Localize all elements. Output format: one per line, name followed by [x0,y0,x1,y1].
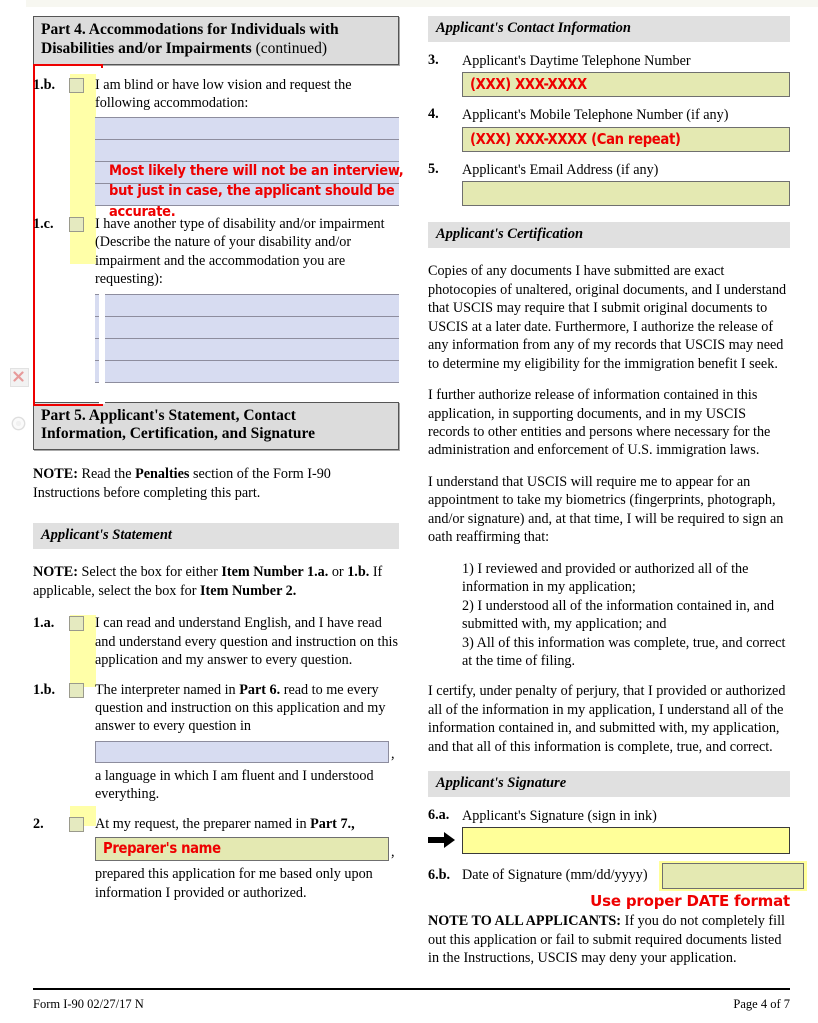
part4-title-line2 [41,40,391,59]
item-5-body [462,161,790,206]
item-2-number: 2. [33,815,44,832]
part5-note-text-before: Read the [77,466,136,483]
applicants-statement-heading: Applicant's Statement [33,523,399,549]
left-gutter [0,0,26,1023]
interpreter-trailer-text: a language in which I am fluent and I understood everything. [95,767,374,803]
item-1b-number: 1.b. [33,76,56,93]
item-4-row [428,106,790,151]
annotation-interview-note [109,161,406,223]
item-p5-1b-bold: Part 6. [239,681,281,698]
part5-note-label: NOTE: [33,466,78,483]
footer-divider [33,988,790,990]
item-1a-number: 1.a. [33,615,55,632]
email-address-input[interactable] [462,181,790,206]
annotation-date-format: Use proper DATE format [590,891,790,910]
item-1b-text: I am blind or have low vision and request the following accommodation: [95,76,352,112]
item-1c-answer-field[interactable] [95,294,399,383]
interpreter-language-input[interactable] [95,741,389,763]
date-field-wrap [662,863,804,889]
item-6a-number: 6.a. [428,807,450,824]
oath-item-2: 2) I understood all of the information contained in, and submitted with, my application; and [462,597,775,633]
applicant-signature-input[interactable] [462,827,790,854]
field-line[interactable] [95,316,399,338]
left-column [33,16,404,902]
mobile-phone-input[interactable] [462,127,790,152]
signature-heading: Applicant's Signature [428,771,790,797]
daytime-phone-value: (XXX) XXX-XXXX [470,75,587,94]
item-1a-text: I can read and understand English, and I have read and understand every question and instruction on this application and my answer to every question. [95,615,399,669]
item-3-row [428,52,790,97]
certification-heading: Applicant's Certification [428,222,790,248]
right-arrow-icon [428,831,456,849]
item-p5-1b-checkbox-wrap[interactable] [69,681,95,698]
right-column [428,16,790,968]
date-of-signature-input[interactable] [662,863,804,889]
certification-paragraph-3: I understand that USCIS will require me to appear for an appointment to take my biometrics (fingerprints, photograph, and/or signature) and, at that time, I will be required to sign an oath reaffirming that: [428,473,784,546]
comma-1: , [391,745,395,762]
mobile-phone-value: (XXX) XXX-XXXX (Can repeat) [470,129,681,148]
comma-2: , [391,844,395,861]
item-1b-checkbox-wrap[interactable] [69,76,95,93]
field-line[interactable] [95,139,399,161]
date-of-signature-label: Date of Signature (mm/dd/yyyy) [462,867,648,884]
signature-field-row [428,827,790,854]
certification-closing: I certify, under penalty of perjury, that I provided or authorized all of the information in my application, I understand all of the information contained in, and submitted with, my application, and that all of this information is complete, true, and correct. [428,683,786,755]
item-1c-row [33,215,399,289]
item-2-checkbox-wrap[interactable] [69,815,95,832]
item-5-label: Applicant's Email Address (if any) [462,161,659,178]
item-6b-number: 6.b. [428,867,451,884]
item-1a-checkbox-wrap[interactable] [69,614,95,631]
item-4-number: 4. [428,106,439,123]
certification-paragraph-1: Copies of any documents I have submitted are exact photocopies of unaltered, original documents, and I understand that USCIS may require that I submit original documents to USCIS at a later date. Furthermore, I authorize the release of any information from any of my records that USCIS may need to determine my eligibility for the immigration benefit I seek. [428,263,787,372]
part4-title-line1: Part 4. Accommodations for Individuals with [41,21,339,38]
oath-item-3: 3) All of this information was complete, true, and correct at the time of filing. [462,634,786,669]
item-1a-row [33,614,399,669]
part4-title-bold: Disabilities and/or Impairments [41,39,252,57]
preparer-trailer-text: prepared this application for me based only upon information I provided or authorized. [95,866,373,901]
item-1a-checkbox[interactable] [69,616,84,631]
daytime-phone-input[interactable] [462,72,790,97]
item-1c-checkbox[interactable] [69,217,84,232]
item-3-number: 3. [428,52,439,68]
item-p5-1b-text [95,681,399,736]
annotation-line-1: Most likely there will not be an interview, [109,162,404,179]
item-2-row [33,815,399,833]
final-note-label: NOTE TO ALL APPLICANTS: [428,913,622,930]
part5-note-bold: Penalties [135,466,190,483]
part5-title-line2: Information, Certification, and Signature [41,425,315,443]
footer-page-number: Page 4 of 7 [733,997,790,1011]
final-note-text: If you do not completely fill out this application or fail to submit required documents listed in the Instructions, USCIS may deny your application. [428,913,785,967]
annotation-line-3: accurate. [109,203,176,220]
item-1c-checkbox-wrap[interactable] [69,215,95,232]
part5-note-text-after: section of the Form I-90 Instructions before completing this part. [33,466,331,501]
statement-note-p1: Select the box for either [77,564,222,581]
preparer-name-value: Preparer's name [103,839,221,858]
part5-note [33,465,399,502]
statement-note-b1: Item Number 1.a. [221,564,329,581]
item-2-text-before: At my request, the preparer named in [95,815,311,832]
item-1b-checkbox[interactable] [69,78,84,93]
comment-marker-icon[interactable] [10,415,27,432]
signature-row [428,807,790,825]
item-p5-1b-row [33,681,399,736]
signature-arrow-wrap [428,831,462,849]
preparer-name-field-group [95,837,399,861]
part4-title-continued: (continued) [251,39,328,57]
statement-note-p3: If applicable, select the box for [33,564,383,599]
item-1c-field-group [95,294,399,383]
part5-header [33,402,399,451]
item-p5-1b-number: 1.b. [33,681,56,698]
part5-title-line1: Part 5. Applicant's Statement, Contact [41,406,296,424]
item-4-body [462,106,790,151]
item-3-label: Applicant's Daytime Telephone Number [462,53,691,69]
interpreter-language-field-group [95,741,399,763]
item-4-label: Applicant's Mobile Telephone Number (if any) [462,107,729,124]
footer-form-id: Form I-90 02/27/17 N [33,997,144,1011]
date-of-signature-row [428,863,790,889]
delete-x-icon[interactable] [10,368,29,387]
item-2-text [95,815,399,833]
field-line[interactable] [95,117,399,139]
item-2-bold: Part 7., [310,815,355,832]
statement-note-label: NOTE: [33,564,78,581]
item-p5-1b-checkbox[interactable] [69,683,84,698]
annotation-line-2: but just in case, the applicant should be [109,183,395,200]
item-1b-field-group [95,117,404,220]
field-line[interactable] [95,294,399,316]
signature-label: Applicant's Signature (sign in ink) [462,808,657,825]
preparer-name-input[interactable] [95,837,389,861]
item-2-checkbox[interactable] [69,817,84,832]
field-line[interactable] [95,360,399,382]
statement-note [33,563,399,600]
item-p5-1b-text-after: read to me every question and instruction on this application and my answer to every question in [95,681,386,735]
item-1c-text: I have another type of disability and/or impairment (Describe the nature of your disability and/or impairment and the accommodation you are requesting): [95,215,385,288]
statement-note-p2: or [328,564,348,581]
part4-header [33,16,399,65]
statement-note-b3: Item Number 2. [200,582,297,599]
field-line[interactable] [95,338,399,360]
item-3-body [462,52,790,97]
item-5-number: 5. [428,160,439,177]
page-top-strip [0,0,818,7]
item-p5-1b-text-before: The interpreter named in [95,681,240,698]
item-5-row [428,161,790,206]
item-1b-row [33,76,399,113]
statement-note-b2: 1.b. [347,564,370,581]
item-1c-number: 1.c. [33,215,54,232]
oath-item-1: 1) I reviewed and provided or authorized all of the information in my application; [462,560,749,596]
oath-list [462,560,790,671]
item-6a-body [462,807,790,825]
certification-paragraph-2: I further authorize release of information contained in this application, in supporting documents, and in my USCIS records to other entities and persons where necessary for the administration and enforcement of U.S. immigration laws. [428,387,771,459]
contact-information-heading: Applicant's Contact Information [428,16,790,42]
final-note [428,912,790,967]
